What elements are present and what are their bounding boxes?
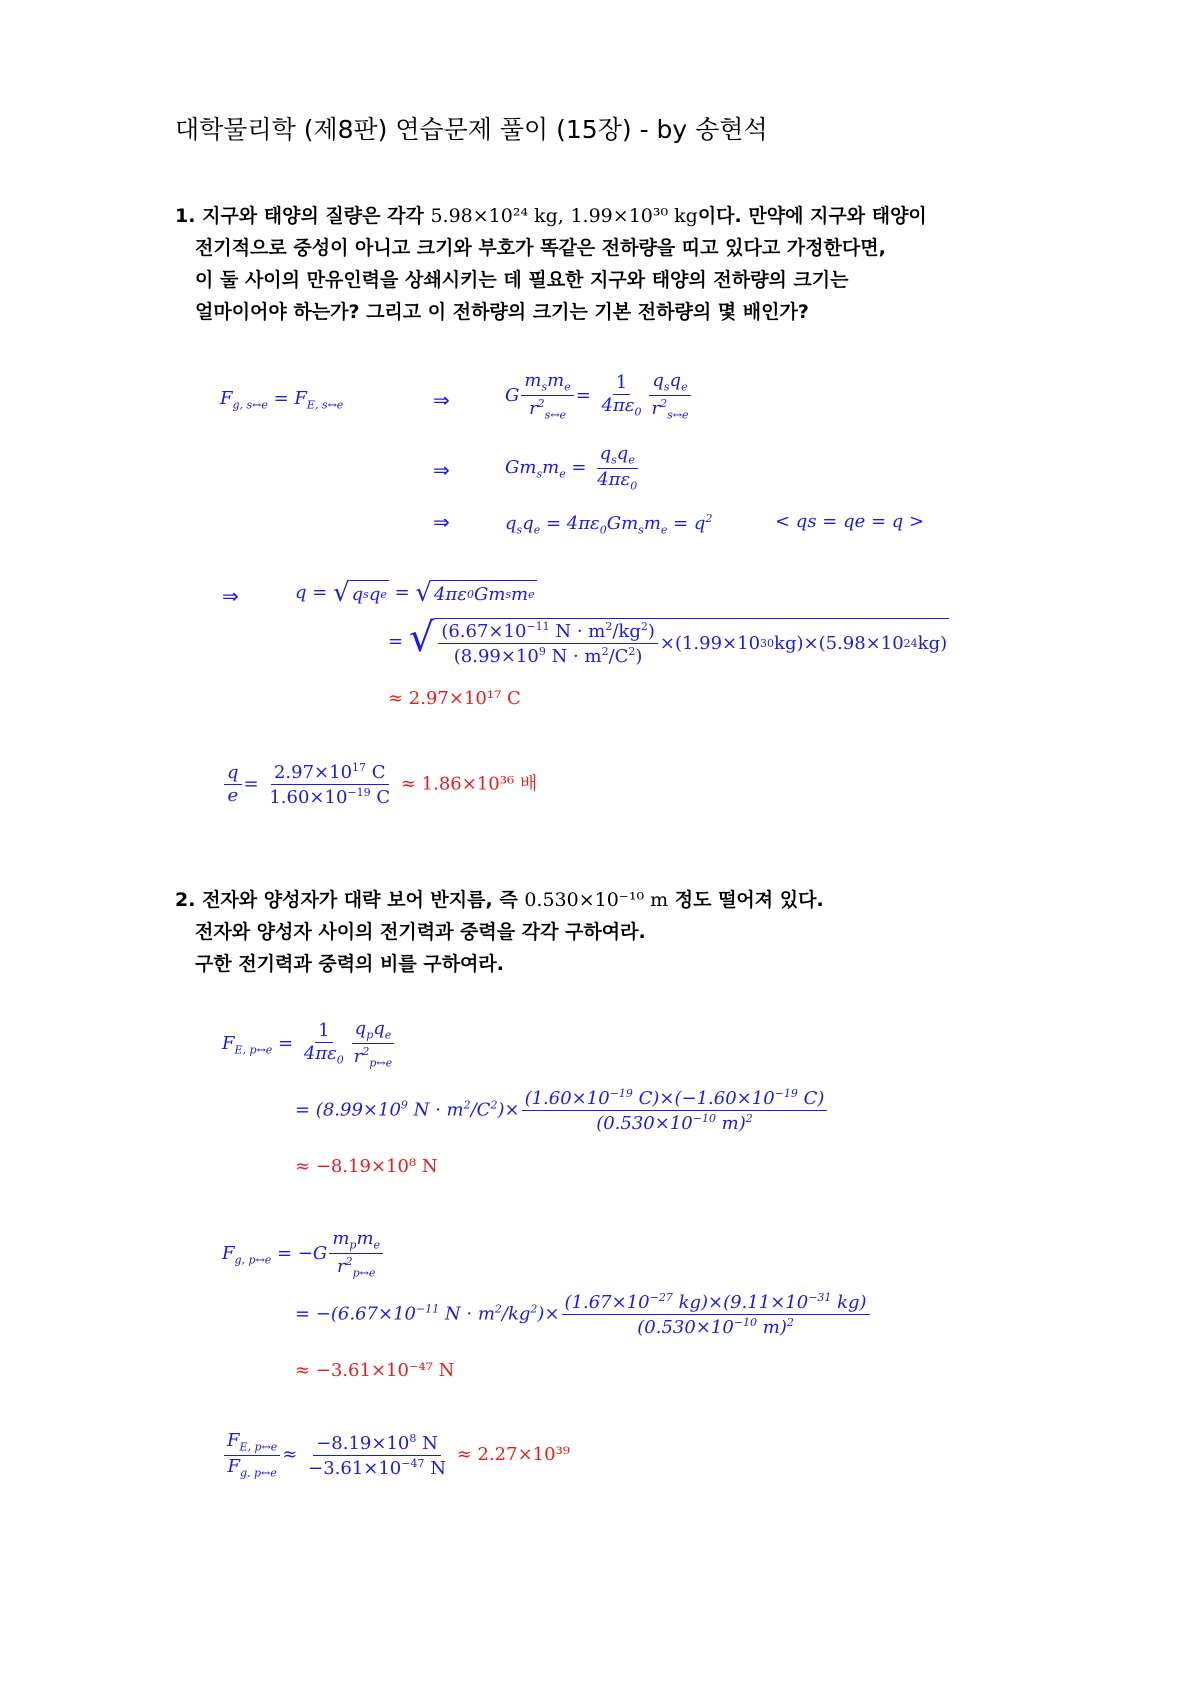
gravity-result: ≈ −3.61×10⁻⁴⁷ N — [295, 1360, 455, 1381]
page-title: 대학물리학 (제8판) 연습문제 풀이 (15장) - by 송현석 — [175, 115, 768, 144]
eq-coulomb-vs-gravity: G $\frac{m_sm_e}{r^2_{s\leftrightarrow e}}$ = $\frac{1}{4\pi\varepsilon_0}$ $\frac{q_sq_e}{r^2_{s\leftrightarrow e}}$ — [505, 372, 693, 420]
bohr-radius-value: 0.530×10⁻¹⁰ m — [524, 889, 669, 911]
eq-charge-ratio: $\frac{q}{e}$ = $\frac{2.97\times 10^{17} C}{1.60\times 10^{-19} C}$ ≈ 1.86×10³⁶ 배 — [222, 762, 537, 807]
problem-2-line-2: 전자와 양성자 사이의 전기력과 중력을 각각 구하여라. — [195, 921, 646, 943]
problem-2-number: 2. — [175, 889, 196, 911]
problem-1-number: 1. — [175, 205, 196, 227]
force-ratio-result: ≈ 2.27×10³⁹ — [456, 1444, 571, 1466]
earth-mass-value: 5.98×10²⁴ kg, — [430, 205, 564, 227]
electric-result: ≈ −8.19×10⁸ N — [295, 1156, 438, 1177]
implies-arrow-1: ⇒ — [433, 388, 450, 412]
eq-force-ratio: $\frac{F_{E, p\leftrightarrow e}}{F_{g, p\leftrightarrow e}}$ ≈ $\frac{-8.19\times 10^8 N}{-3.61\times 10^{-47} N}$ ≈ 2.27×10³⁹ — [222, 1432, 570, 1478]
problem-2-line-3: 구한 전기력과 중력의 비를 구하여라. — [195, 953, 504, 975]
problem-1-text-b: 이다. 만약에 지구와 태양이 — [697, 205, 927, 227]
problem-1-text-a: 지구와 태양의 질량은 각각 — [202, 205, 424, 227]
problem-2-text-b: 정도 떨어져 있다. — [674, 889, 824, 911]
problem-1-line-4: 얼마이어야 하는가? 그리고 이 전하량의 크기는 기본 전하량의 몇 배인가? — [195, 301, 809, 323]
problem-2-text-a: 전자와 양성자가 대략 보어 반지름, 즉 — [202, 889, 518, 911]
eq-charge-numeric: = √ $\frac{(6.67\times 10^{-11} N \cdot m^2/kg^2)}{(8.99\times 10^9 N \cdot m^2/C^2)}$ ×(1.99×10 30 kg)×(5.98×10 24 kg) — [388, 615, 948, 667]
eq-condition: < qs = qe = q > — [775, 511, 925, 532]
ratio-result: ≈ 1.86×10³⁶ 배 — [400, 773, 538, 795]
problem-1-line-3: 이 둘 사이의 만유인력을 상쇄시키는 데 필요한 지구와 태양의 전하량의 크기는 — [195, 269, 849, 291]
eq-product: $q_sq_e = 4\pi\varepsilon_0Gm_sm_e = q^2$ — [505, 512, 713, 537]
eq-gravity-force: $F_{g, p\leftrightarrow e} = -G$ $\frac{m_pm_e}{r^2_{p\leftrightarrow e}}$ — [222, 1230, 385, 1278]
eq-charge-symbolic: q = √ q s q e = √ 4πε 0 Gm s m e — [295, 578, 535, 608]
problem-2-statement — [175, 884, 824, 980]
implies-arrow-2: ⇒ — [433, 458, 450, 482]
problem-1-statement — [175, 200, 927, 328]
eq-simplified: $Gm_sm_e$ = $\frac{q_sq_e}{4\pi\varepsilon_0}$ — [505, 443, 638, 493]
implies-arrow-4: ⇒ — [222, 584, 239, 608]
sun-mass-value: 1.99×10³⁰ kg — [570, 205, 698, 227]
charge-result: ≈ 2.97×10¹⁷ C — [388, 688, 521, 709]
eq-electric-numeric: = ($8.99\times 10^9$ $N \cdot m^2/C^2)\times$ $\frac{(1.60\times 10^{-19} C)\times(-1.60\times 10^{-19} C)}{(0.530\times 10^{-10} m)^2}$ — [295, 1088, 829, 1133]
eq-electric-force: $F_{E, p\leftrightarrow e}$ = $\frac{1}{4\pi\varepsilon_0}$ $\frac{q_pq_e}{r^2_{p\leftrightarrow e}}$ — [222, 1020, 397, 1068]
problem-1-line-2: 전기적으로 중성이 아니고 크기와 부호가 똑같은 전하량을 띠고 있다고 가정한다면, — [195, 237, 886, 259]
eq-gravity-numeric: = $-(6.67\times 10^{-11}$ $N \cdot m^2/kg^2)\times$ $\frac{(1.67\times 10^{-27} kg)\times(9.11\times 10^{-31} kg)}{(0.530\times 10^{-10} m)^2}$ — [295, 1292, 872, 1337]
implies-arrow-3: ⇒ — [433, 510, 450, 534]
eq-force-balance: $F_{g, s\leftrightarrow e} = F_{E, s\leftrightarrow e}$ — [220, 388, 344, 412]
